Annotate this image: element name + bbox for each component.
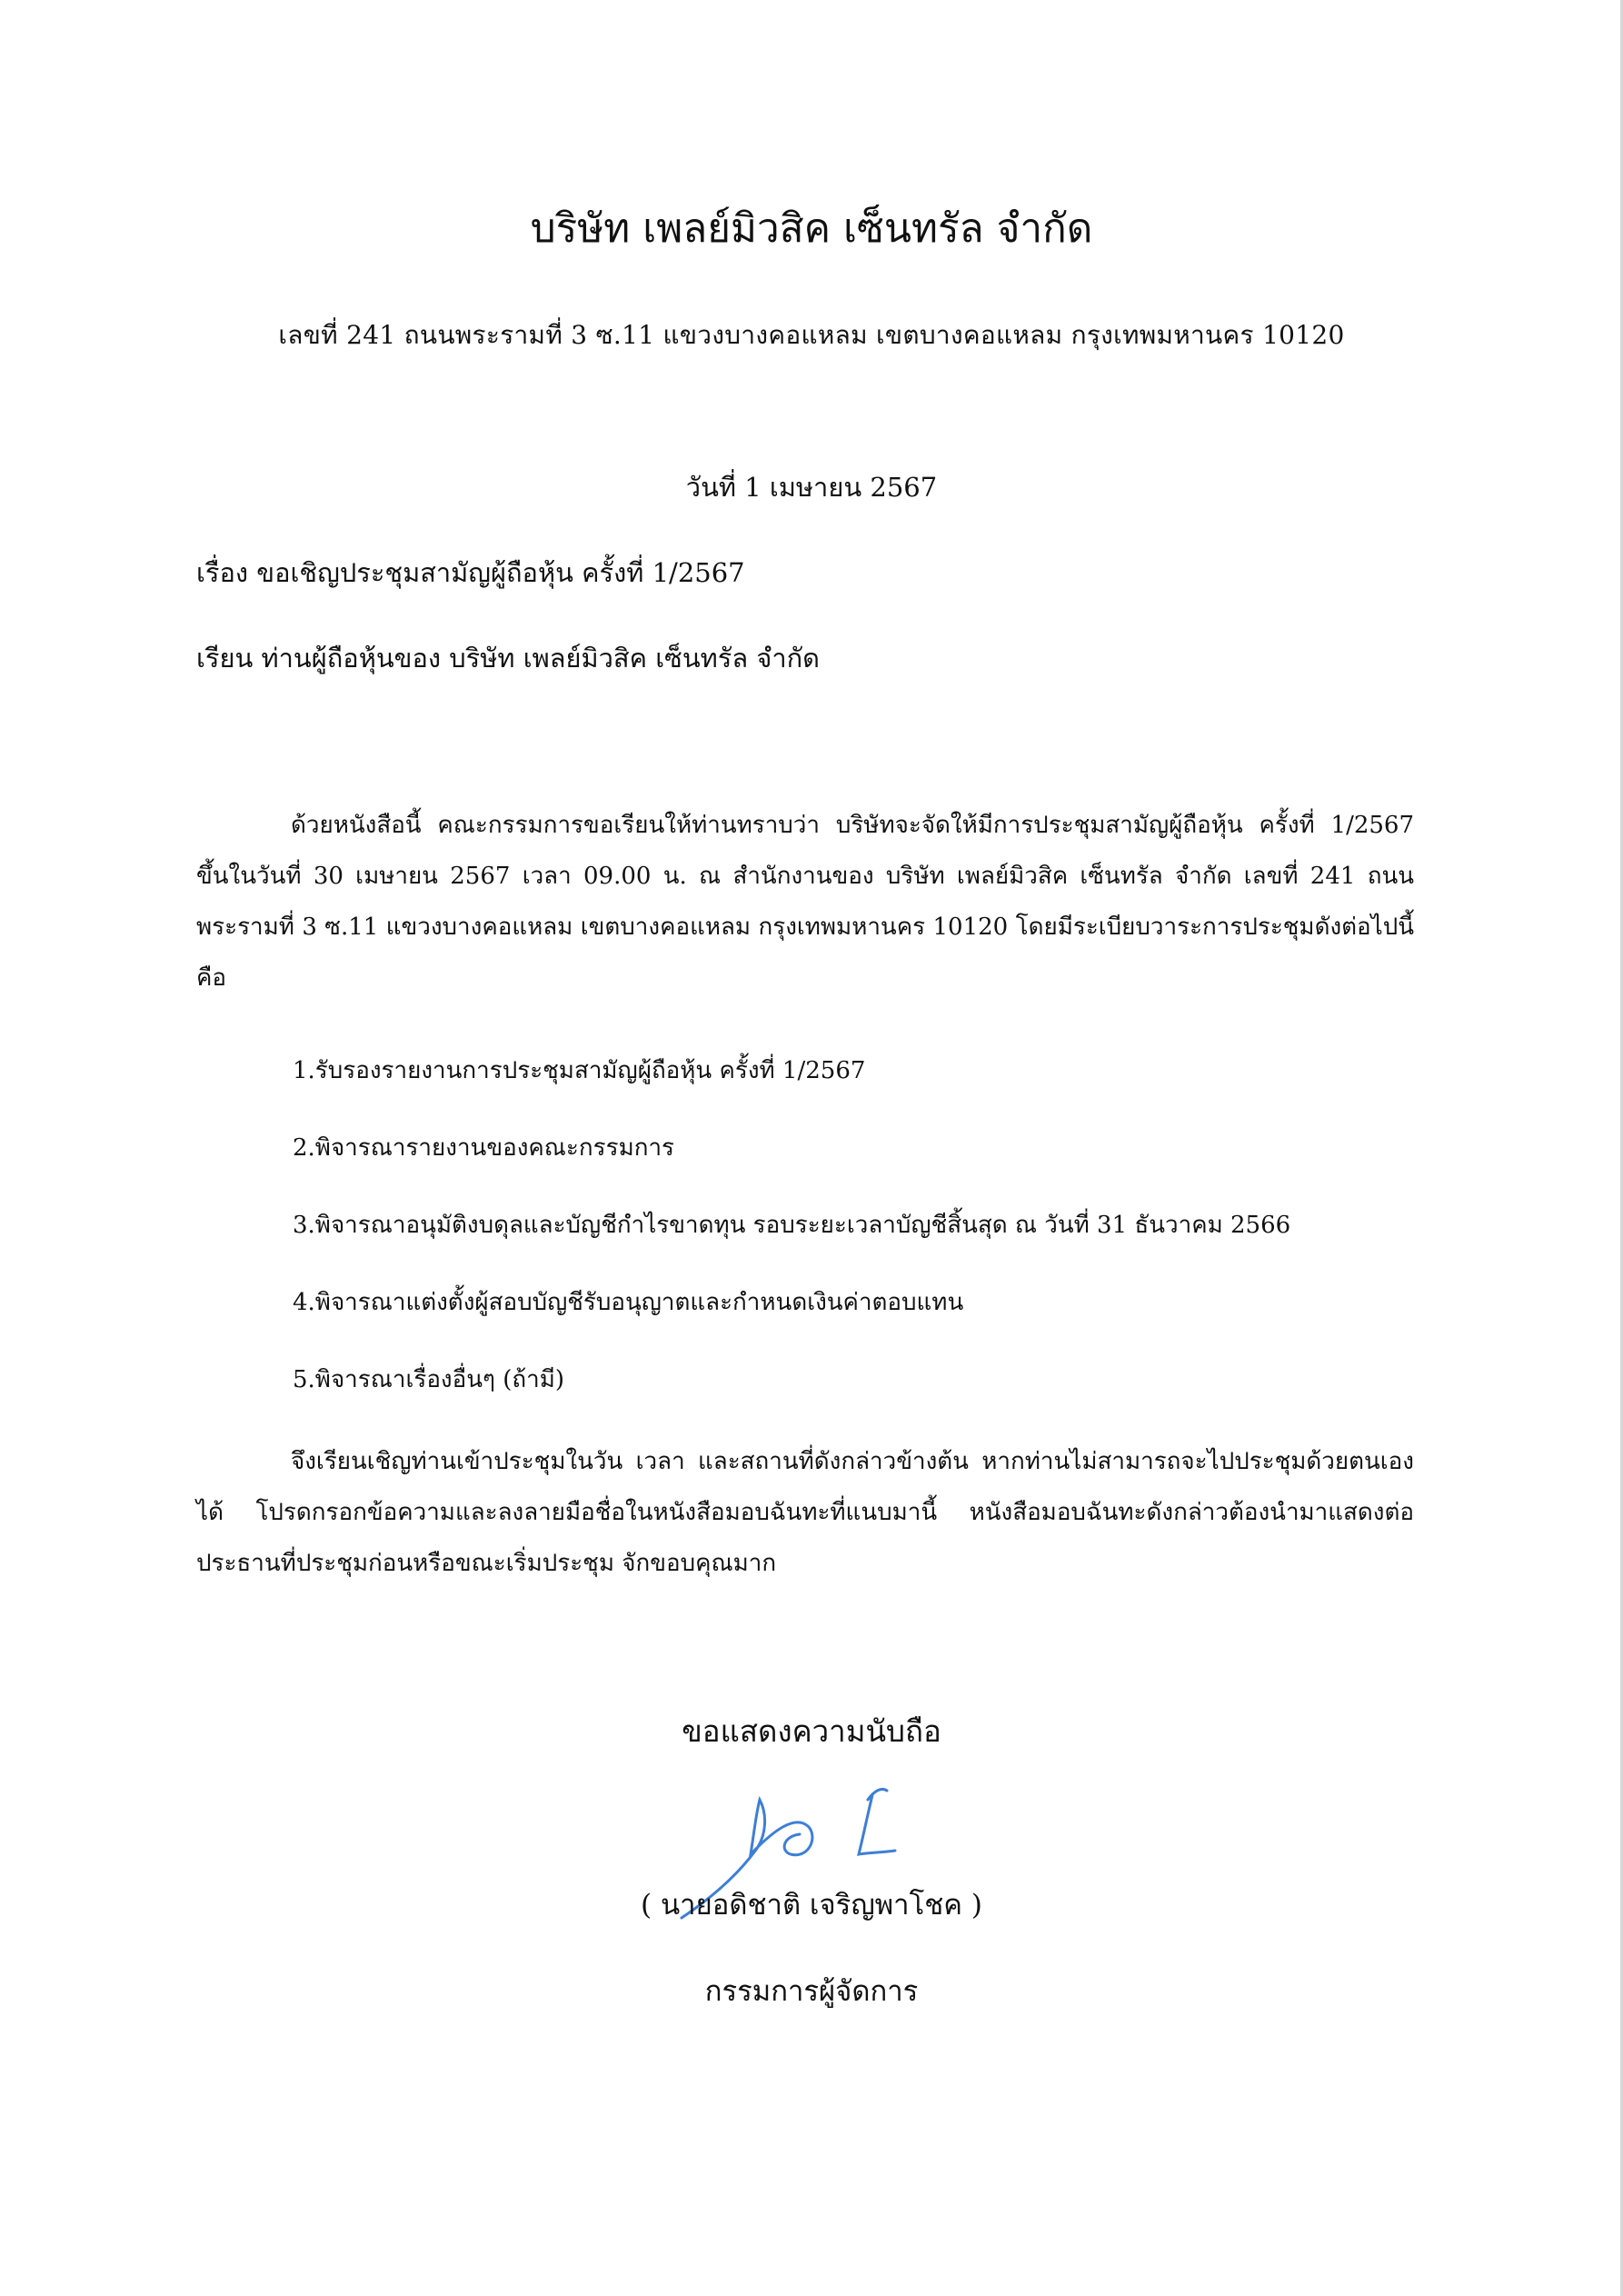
invitation-text: จึงเรียนเชิญท่านเข้าประชุมในวัน เวลา และสถานที่ดังกล่าวข้างต้น หากท่านไม่สามารถจะไปประชุมด้วยตนเอง ได้ โปรดกรอกข้อความและลงลายมือชื่อในหนังสือมอบฉันทะที่แนบมานี้ หนังสือมอบฉันทะดังกล่าวต้องนำมาแสดงต่อ ประธานที่ประชุมก่อนหรือขณะเริ่มประชุม จักขอบคุณมาก — [196, 1448, 1414, 1577]
company-address: เลขที่ 241 ถนนพระรามที่ 3 ซ.11 แขวงบางคอแหลม เขตบางคอแหลม กรุงเทพมหานคร 10120 — [278, 320, 1345, 350]
agenda-item: 5.พิจารณาเรื่องอื่นๆ (ถ้ามี) — [293, 1366, 565, 1393]
agenda-item: 3.พิจารณาอนุมัติงบดุลและบัญชีกำไรขาดทุน รอบระยะเวลาบัญชีสิ้นสุด ณ วันที่ 31 ธันวาคม 2566 — [293, 1212, 1291, 1239]
agenda-item: 1.รับรองรายงานการประชุมสามัญผู้ถือหุ้น ครั้งที่ 1/2567 — [293, 1057, 866, 1084]
letter-subject: เรื่อง ขอเชิญประชุมสามัญผู้ถือหุ้น ครั้งที่ 1/2567 — [196, 557, 745, 588]
signer-position: กรรมการผู้จัดการ — [704, 1975, 919, 2008]
letter-date: วันที่ 1 เมษายน 2567 — [685, 472, 938, 503]
intro-text: ด้วยหนังสือนี้ คณะกรรมการขอเรียนให้ท่านทราบว่า บริษัทจะจัดให้มีการประชุมสามัญผู้ถือหุ้น ครั้งที่ 1/2567 ขึ้นในวันที่ 30 เมษายน 2567 เวลา 09.00 น. ณ สำนักงานของ บริษัท เพลย์มิวสิค เซ็นทรัล จำกัด เลขที่ 241 ถนน พระรามที่ 3 ซ.11 แขวงบางคอแหลม เขตบางคอแหลม กรุงเทพมหานคร 10120 โดยมีระเบียบวาระการประชุมดังต่อไปนี้ คือ — [196, 812, 1415, 992]
agenda-item: 2.พิจารณารายงานของคณะกรรมการ — [293, 1134, 675, 1162]
closing-salutation: ขอแสดงความนับถือ — [682, 1713, 941, 1749]
intro-paragraph — [196, 800, 1414, 1003]
agenda-list — [293, 1045, 1290, 1432]
agenda-item: 4.พิจารณาแต่งตั้งผู้สอบบัญชีรับอนุญาตและกำหนดเงินค่าตอบแทน — [293, 1289, 964, 1316]
invitation-paragraph — [196, 1436, 1414, 1589]
signer-name: ( นายอดิชาติ เจริญพาโชค ) — [641, 1889, 982, 1922]
company-name: บริษัท เพลย์มิวสิค เซ็นทรัล จำกัด — [530, 205, 1093, 252]
letter-recipient: เรียน ท่านผู้ถือหุ้นของ บริษัท เพลย์มิวสิค เซ็นทรัล จำกัด — [196, 643, 820, 674]
